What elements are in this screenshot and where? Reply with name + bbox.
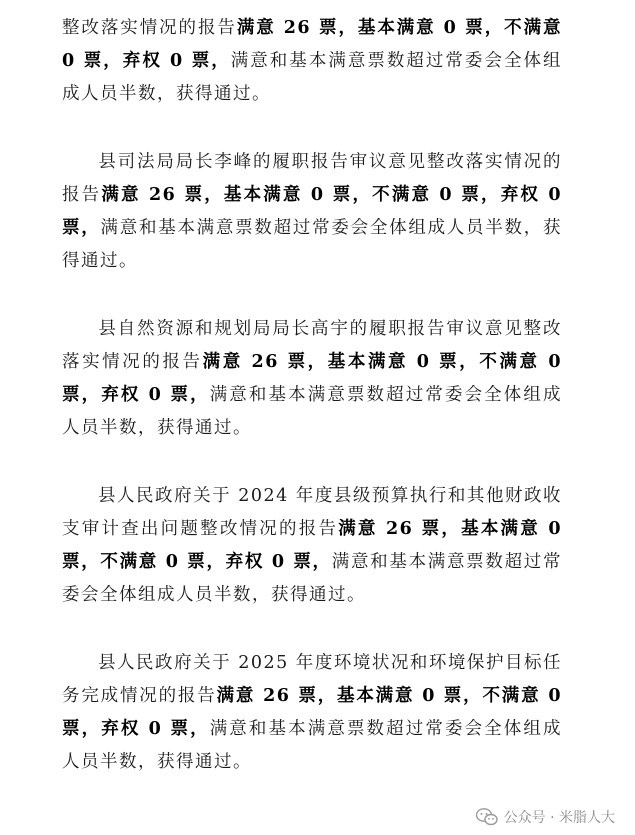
paragraph-3-conclusion: 满意和基本满意票数超过常委会全体组成人员半数，获得通过。 xyxy=(62,552,562,605)
paragraph-2-vote-result: 满意 26 票，基本满意 0 票，不满意 0 票，弃权 0 票， xyxy=(62,352,563,405)
wechat-icon xyxy=(476,808,498,826)
paragraph-report-0 xyxy=(62,12,562,111)
paragraph-1-title: 县司法局局长李峰的履职报告审议意见整改落实情况的报告 xyxy=(62,152,562,205)
paragraph-report-4 xyxy=(62,647,562,779)
paragraph-3-title: 县人民政府关于 2024 年度县级预算执行和其他财政收支审计查出问题整改情况的报告 xyxy=(62,486,562,539)
paragraph-4-conclusion: 满意和基本满意票数超过常委会全体组成人员半数，获得通过。 xyxy=(62,719,562,772)
paragraph-1-conclusion: 满意和基本满意票数超过常委会全体组成人员半数，获得通过。 xyxy=(62,218,563,271)
paragraph-4-vote-result: 满意 26 票，基本满意 0 票，不满意 0 票，弃权 0 票， xyxy=(62,686,562,739)
paragraph-2-title: 县自然资源和规划局局长高宇的履职报告审议意见整改落实情况的报告 xyxy=(62,319,562,372)
paragraph-report-2 xyxy=(62,313,562,445)
paragraph-report-3 xyxy=(62,480,562,612)
paragraph-0-conclusion: 满意和基本满意票数超过常委会全体组成人员半数，获得通过。 xyxy=(62,51,562,104)
paragraph-4-title: 县人民政府关于 2025 年度环境状况和环境保护目标任务完成情况的报告 xyxy=(62,653,562,706)
paragraph-2-conclusion: 满意和基本满意票数超过常委会全体组成人员半数，获得通过。 xyxy=(62,385,562,438)
wechat-account-watermark xyxy=(476,807,615,827)
paragraph-report-1 xyxy=(62,146,562,278)
document-body xyxy=(62,12,562,814)
watermark-text: 公众号 · 米脂人大 xyxy=(503,810,615,826)
paragraph-0-title: 整改落实情况的报告 xyxy=(62,18,237,38)
paragraph-3-vote-result: 满意 26 票，基本满意 0 票，不满意 0 票，弃权 0 票， xyxy=(62,519,562,572)
paragraph-1-vote-result: 满意 26 票，基本满意 0 票，不满意 0 票，弃权 0 票， xyxy=(62,185,562,238)
paragraph-0-vote-result: 满意 26 票，基本满意 0 票，不满意 0 票，弃权 0 票， xyxy=(62,18,563,71)
